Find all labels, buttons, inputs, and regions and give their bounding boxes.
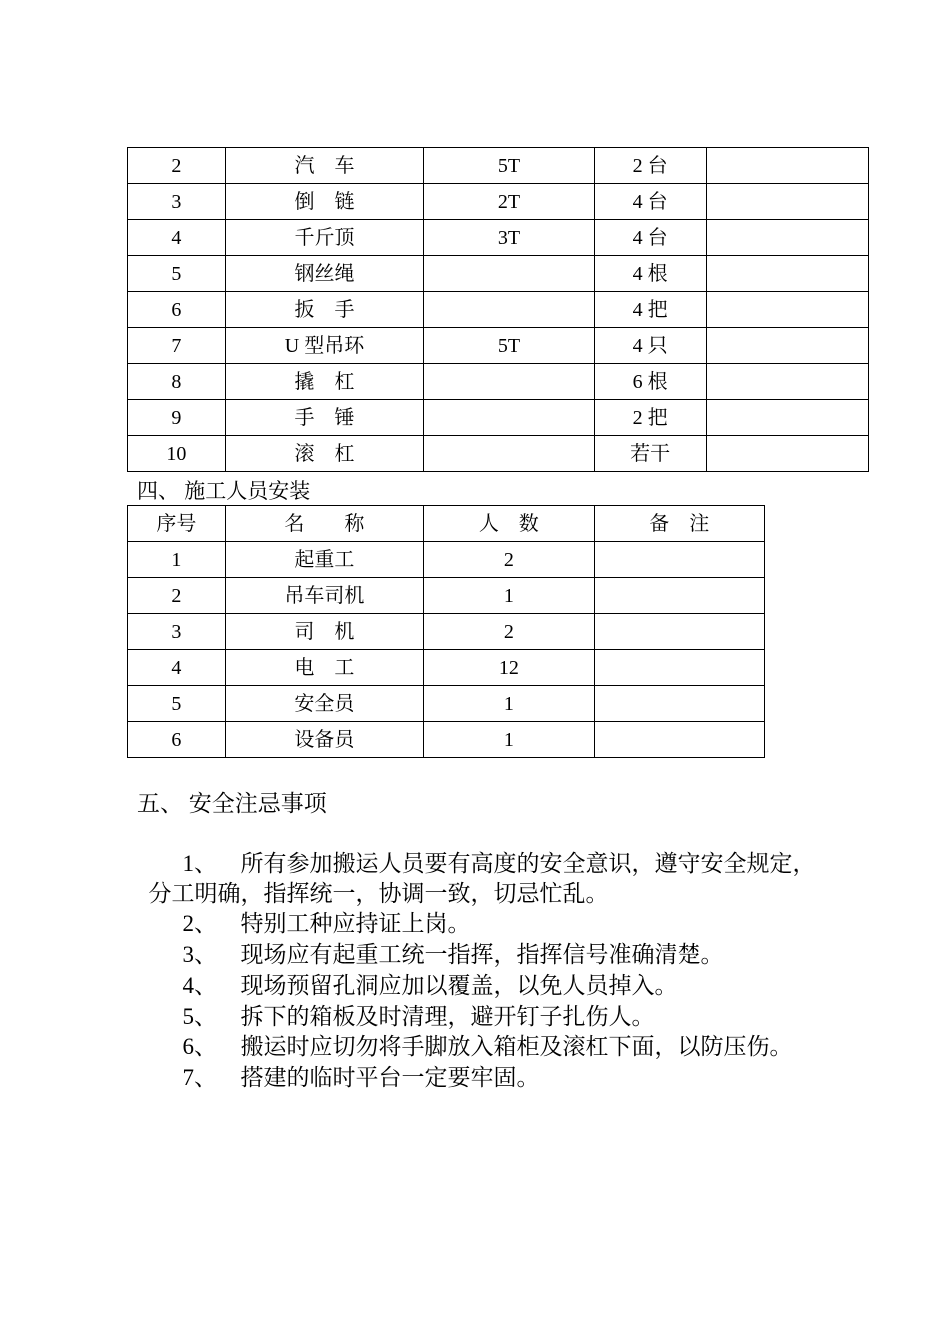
- item-text: 特别工种应持证上岗。: [240, 911, 471, 936]
- item-number: 5、: [182, 1004, 217, 1029]
- table-cell: 2T: [424, 184, 594, 220]
- table-cell: 安全员: [225, 686, 423, 722]
- table-cell: 5T: [424, 148, 594, 184]
- table-row: [128, 614, 765, 650]
- table-cell: 司 机: [225, 614, 423, 650]
- table-cell: 4 根: [594, 256, 706, 292]
- table-cell: [706, 184, 868, 220]
- table-cell: 7: [128, 328, 226, 364]
- table-row: [128, 364, 869, 400]
- table-cell: 滚 杠: [225, 436, 424, 472]
- table-cell: 12: [424, 650, 594, 686]
- table-cell: [424, 256, 594, 292]
- table-row: [128, 436, 869, 472]
- table-cell: 1: [424, 722, 594, 758]
- staff-table: [127, 505, 765, 758]
- section-heading: 四、 施工人员安装: [137, 479, 311, 503]
- table-cell: 9: [128, 400, 226, 436]
- table-row: [128, 148, 869, 184]
- table-cell: 设备员: [225, 722, 423, 758]
- table-cell: 10: [128, 436, 226, 472]
- table-cell: [424, 400, 594, 436]
- table-cell: 2: [424, 614, 594, 650]
- table-row: [128, 292, 869, 328]
- table-cell: 2: [128, 578, 226, 614]
- table-cell: 汽 车: [225, 148, 424, 184]
- table-cell: 起重工: [225, 542, 423, 578]
- table-row: [128, 686, 765, 722]
- table-cell: 手 锤: [225, 400, 424, 436]
- section-heading: 五、 安全注忌事项: [137, 791, 327, 816]
- table-cell: 5: [128, 686, 226, 722]
- table-cell: 钢丝绳: [225, 256, 424, 292]
- table-cell: 8: [128, 364, 226, 400]
- table-row: [128, 256, 869, 292]
- column-header: 备 注: [594, 506, 764, 542]
- table-cell: [706, 220, 868, 256]
- table-cell: [706, 400, 868, 436]
- table-cell: 4 台: [594, 220, 706, 256]
- item-number: 1、: [182, 851, 217, 876]
- item-number: 4、: [182, 973, 217, 998]
- table-cell: [594, 578, 764, 614]
- table-row: [128, 400, 869, 436]
- table-cell: 倒 链: [225, 184, 424, 220]
- table-cell: 5T: [424, 328, 594, 364]
- table-row: [128, 220, 869, 256]
- table-cell: 扳 手: [225, 292, 424, 328]
- table-row: [128, 578, 765, 614]
- table-cell: 4: [128, 650, 226, 686]
- table-cell: 4: [128, 220, 226, 256]
- table-cell: 1: [128, 542, 226, 578]
- column-header: 人 数: [424, 506, 594, 542]
- table-cell: 电 工: [225, 650, 423, 686]
- item-number: 3、: [182, 942, 217, 967]
- item-text: 搭建的临时平台一定要牢固。: [240, 1065, 540, 1090]
- table-cell: 3: [128, 184, 226, 220]
- item-number: 6、: [182, 1034, 217, 1059]
- item-text: 分工明确，指挥统一，协调一致，切忌忙乱。: [148, 881, 609, 906]
- table-cell: [594, 686, 764, 722]
- table-row: [128, 542, 765, 578]
- table-cell: [594, 722, 764, 758]
- table-cell: 2: [424, 542, 594, 578]
- table-cell: 2: [128, 148, 226, 184]
- table-cell: [706, 148, 868, 184]
- table-cell: [594, 542, 764, 578]
- item-number: 7、: [182, 1065, 217, 1090]
- table-row: [128, 722, 765, 758]
- table-cell: 6 根: [594, 364, 706, 400]
- table-cell: [706, 364, 868, 400]
- table-cell: [424, 292, 594, 328]
- table-cell: 若干: [594, 436, 706, 472]
- tools-table: [127, 147, 869, 472]
- table-cell: 4 把: [594, 292, 706, 328]
- table-cell: [706, 436, 868, 472]
- table-cell: [424, 436, 594, 472]
- table-cell: U 型吊环: [225, 328, 424, 364]
- table-cell: 6: [128, 722, 226, 758]
- item-text: 拆下的箱板及时清理，避开钉子扎伤人。: [240, 1004, 655, 1029]
- table-cell: 5: [128, 256, 226, 292]
- item-text: 现场预留孔洞应加以覆盖，以免人员掉入。: [240, 973, 678, 998]
- table-cell: 4 台: [594, 184, 706, 220]
- table-row: [128, 184, 869, 220]
- table-cell: [594, 614, 764, 650]
- table-cell: 1: [424, 578, 594, 614]
- table-cell: [706, 256, 868, 292]
- table-cell: 6: [128, 292, 226, 328]
- item-text: 所有参加搬运人员要有高度的安全意识，遵守安全规定，: [240, 851, 816, 876]
- table-cell: 2 台: [594, 148, 706, 184]
- item-text: 现场应有起重工统一指挥，指挥信号准确清楚。: [240, 942, 724, 967]
- table-cell: 撬 杠: [225, 364, 424, 400]
- table-cell: [424, 364, 594, 400]
- table-cell: [706, 328, 868, 364]
- column-header: 序号: [128, 506, 226, 542]
- table-row: [128, 650, 765, 686]
- table-cell: 3: [128, 614, 226, 650]
- table-row: [128, 328, 869, 364]
- table-cell: 吊车司机: [225, 578, 423, 614]
- list-item: [137, 1033, 540, 1093]
- table-cell: 2 把: [594, 400, 706, 436]
- table-cell: [594, 650, 764, 686]
- table-cell: 1: [424, 686, 594, 722]
- column-header: 名 称: [225, 506, 423, 542]
- item-text: 搬运时应切勿将手脚放入箱柜及滚杠下面，以防压伤。: [240, 1034, 793, 1059]
- table-cell: 4 只: [594, 328, 706, 364]
- table-cell: 3T: [424, 220, 594, 256]
- table-header-row: [128, 506, 765, 542]
- table-cell: 千斤顶: [225, 220, 424, 256]
- item-number: 2、: [182, 911, 217, 936]
- table-cell: [706, 292, 868, 328]
